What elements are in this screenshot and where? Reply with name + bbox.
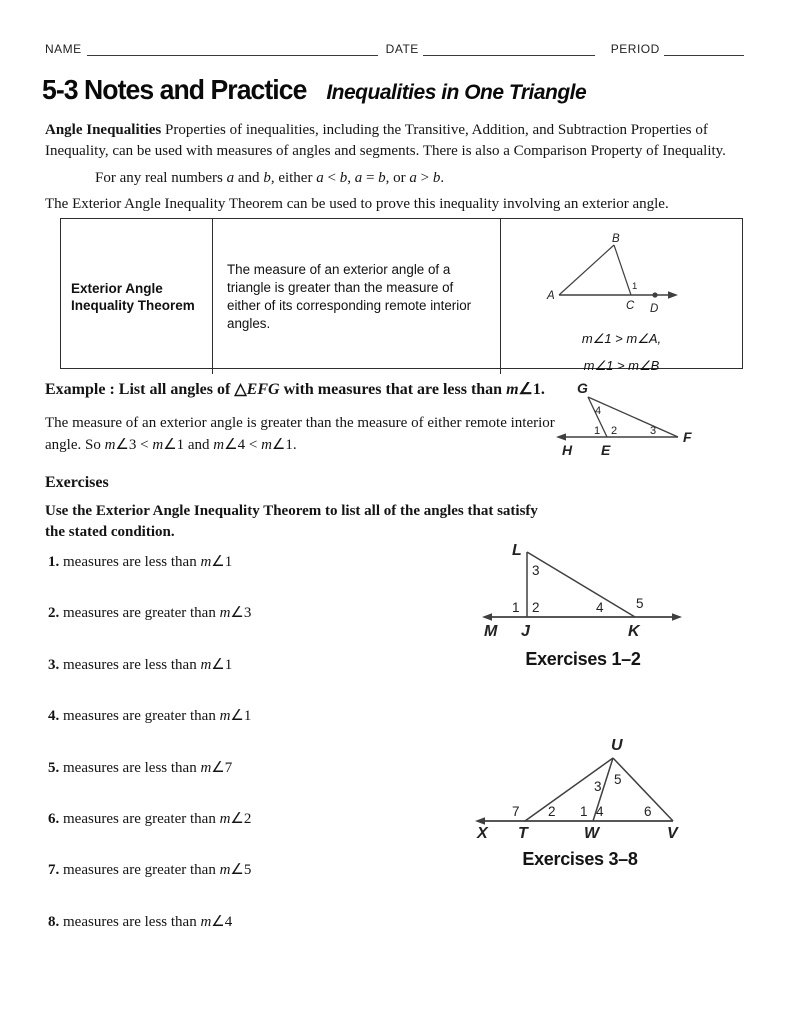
- angle-label-2: 2: [611, 425, 618, 437]
- lesson-title: 5-3 Notes and Practice: [42, 74, 307, 105]
- theorem-figure-cell: [501, 219, 742, 374]
- page-title: [42, 74, 586, 106]
- vertex-label-j: J: [521, 623, 530, 640]
- ray-arrowhead-left: [482, 613, 492, 621]
- triangle-abc-outline: [559, 245, 678, 299]
- name-field[interactable]: [87, 42, 378, 56]
- ray-arrowhead: [668, 291, 678, 299]
- vertex-label-e: E: [601, 442, 611, 458]
- theorem-statement: The measure of an exterior angle of a triangle is greater than the measure of either of its corresponding remote interior angles.: [227, 261, 472, 331]
- exercise-item-8: 8. measures are less than m∠4: [48, 913, 233, 930]
- exercise-item-7: 7. measures are greater than m∠5: [48, 862, 252, 879]
- theorem-name-cell: [61, 219, 213, 374]
- exercises-1-2-figure: [478, 538, 688, 641]
- vertex-label-w: W: [584, 825, 600, 841]
- vertex-label-v: V: [667, 825, 678, 841]
- angle-label-4: 4: [596, 804, 604, 819]
- ray-arrowhead-right: [672, 613, 682, 621]
- vertex-label-t: T: [518, 825, 528, 841]
- date-label: DATE: [385, 42, 419, 56]
- exterior-angle-intro-line: The Exterior Angle Inequality Theorem can be used to prove this inequality involving an exterior angle.: [45, 196, 669, 212]
- vertex-label-k: K: [628, 623, 640, 640]
- vertex-label-d: D: [650, 303, 659, 315]
- exercises-1-2-figure-block: [478, 538, 688, 670]
- exercise-item-5: 5. measures are less than m∠7: [48, 759, 233, 776]
- exercise-list: [48, 552, 448, 963]
- ray-arrowhead: [556, 433, 566, 440]
- angle-label-1: 1: [580, 804, 588, 819]
- angle-label-3: 3: [594, 779, 602, 794]
- example-body: The measure of an exterior angle is greater than the measure of either remote interior angle. So m∠3 < m∠1 and m∠4 < m∠1.: [45, 415, 555, 453]
- vertex-label-a: A: [547, 290, 555, 302]
- angle-label-2: 2: [532, 600, 540, 615]
- ray-arrowhead-left: [475, 817, 485, 825]
- angle-label-5: 5: [636, 596, 644, 611]
- vertex-label-m: M: [484, 623, 498, 640]
- angle-label-7: 7: [512, 804, 520, 819]
- exercise-item-3: 3. measures are less than m∠1: [48, 656, 233, 673]
- period-label: PERIOD: [610, 42, 660, 56]
- example-efg-figure: [548, 377, 713, 469]
- vertex-label-l: L: [512, 542, 522, 559]
- exercise-item-6: 6. measures are greater than m∠2: [48, 810, 252, 827]
- exercise-item-2: 2. measures are greater than m∠3: [48, 605, 252, 622]
- exercises-3-8-figure-block: [455, 736, 705, 870]
- vertex-label-h: H: [562, 442, 573, 458]
- angle-label-5: 5: [614, 772, 622, 787]
- theorem-statement-cell: [213, 219, 501, 374]
- angle-label-4: 4: [596, 600, 604, 615]
- angle-label-4: 4: [595, 405, 602, 417]
- angle-label-3: 3: [650, 425, 657, 437]
- period-field[interactable]: [664, 42, 744, 56]
- vertex-label-g: G: [577, 380, 588, 396]
- vertex-label-b: B: [612, 233, 620, 245]
- date-field[interactable]: [423, 42, 595, 56]
- vertex-label-f: F: [683, 429, 692, 445]
- exercises-3-8-figure: [455, 736, 705, 841]
- angle-label-1: 1: [632, 281, 638, 292]
- comparison-property-line: For any real numbers a and b, either a < b, a = b, or a > b.: [95, 170, 445, 186]
- theorem-name: Exterior Angle Inequality Theorem: [71, 280, 195, 313]
- exercise-item-4: 4. measures are greater than m∠1: [48, 708, 252, 725]
- theorem-formula-1: m∠1 > m∠A,: [581, 331, 662, 346]
- vertex-label-x: X: [477, 825, 488, 841]
- theorem-triangle-figure: [529, 233, 714, 327]
- theorem-formula-2: m∠1 > m∠B: [583, 358, 660, 373]
- header-fill-in-row: [45, 42, 759, 56]
- intro-paragraph: Angle Inequalities Properties of inequalities, including the Transitive, Addition, and Subtraction Properties of Inequality, can be used with measures of angles and segments. There is also a Comparison Property of Inequality.: [45, 122, 726, 159]
- name-label: NAME: [45, 42, 82, 56]
- vertex-label-c: C: [626, 300, 635, 312]
- exercises-3-8-caption: Exercises 3–8: [522, 849, 638, 869]
- vertex-label-u: U: [611, 737, 623, 754]
- lesson-subtitle: Inequalities in One Triangle: [326, 81, 587, 104]
- exercise-item-1: 1. measures are less than m∠1: [48, 554, 233, 570]
- angle-label-1: 1: [512, 600, 520, 615]
- angle-label-6: 6: [644, 804, 652, 819]
- angle-label-3: 3: [532, 563, 540, 578]
- exercises-instructions: Use the Exterior Angle Inequality Theorem to list all of the angles that satisfy the stated condition.: [45, 503, 538, 540]
- exercises-1-2-caption: Exercises 1–2: [525, 649, 641, 669]
- angle-label-1: 1: [594, 425, 601, 437]
- point-d-dot: [652, 292, 657, 297]
- example-heading: Example : List all angles of △EFG with measures that are less than m∠1.: [45, 381, 545, 398]
- theorem-table: [60, 218, 743, 373]
- exercises-heading: Exercises: [45, 474, 109, 491]
- angle-label-2: 2: [548, 804, 556, 819]
